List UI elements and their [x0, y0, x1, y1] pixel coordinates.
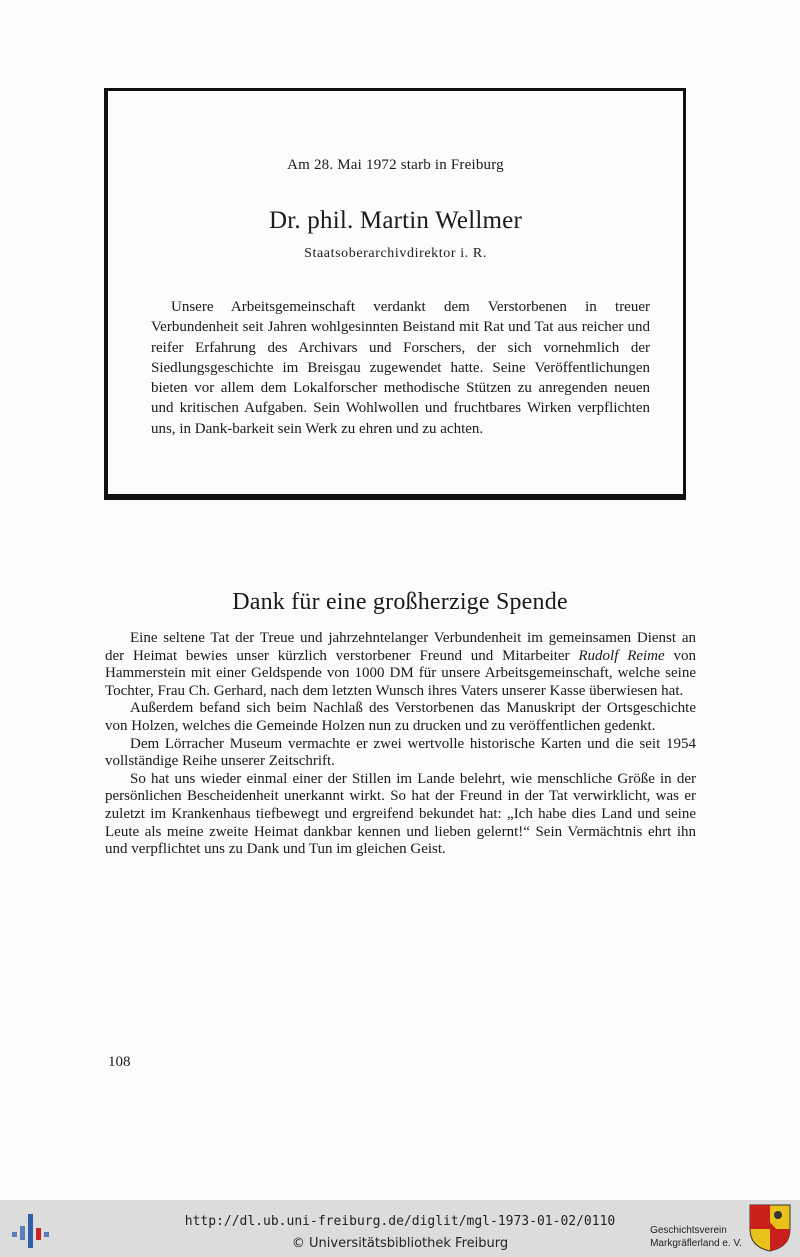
- section-body: [105, 630, 696, 859]
- publisher-name: [650, 1224, 742, 1250]
- obituary-name: Dr. phil. Martin Wellmer: [269, 207, 522, 234]
- permalink-url[interactable]: http://dl.ub.uni-freiburg.de/diglit/mgl-1973-01-02/0110: [184, 1214, 616, 1229]
- paragraph-1-end: von Hammerstein mit einer Geldspende von 1000 DM für unsere Arbeitsgemeinschaft, welche seine Tochter, Frau Ch. Gerhard, nach dem letzten Wunsch ihres Vaters unserer Kasse überwiesen hat.: [105, 647, 696, 699]
- person-name: Rudolf Reime: [578, 647, 665, 664]
- obituary-paragraph: Unsere Arbeitsgemeinschaft verdankt dem Verstorbenen in treuer Verbundenheit seit Jahren wohlgesinnten Beistand mit Rat und Tat aus reicher und reifer Erfahrung des Archivars und Forschers, der sich vornehmlich der Siedlungsgeschichte im Breisgau zugewendet hatte. Seine Veröffentlichungen bieten vor allem dem Lokalforscher methodische Stützen zu anregenden neuen und kritischen Aufgaben. Sein Wohlwollen und fruchtbares Wirken verpflichten uns, in Dank-barkeit sein Werk zu ehren und zu achten.: [151, 299, 650, 437]
- publisher-line-1: Geschichtsverein: [650, 1225, 727, 1236]
- paragraph-4: So hat uns wieder einmal einer der Stillen im Lande belehrt, wie menschliche Größe in der persönlichen Bescheidenheit unerkannt wirkt. So hat der Freund in der Tat verwirklicht, was er zuletzt im Krankenhaus tiefbewegt und ergreifend bekundet hat: „Ich habe dies Land und seine Leute als meine zweite Heimat dankbar kennen und lieben gelernt!“ Sein Vermächtnis ehrt ihn und verpflichtet uns zu Dank und Tun im gleichen Geist.: [105, 770, 696, 858]
- obituary-rank: Staatsoberarchivdirektor i. R.: [304, 246, 487, 261]
- paragraph-2: Außerdem befand sich beim Nachlaß des Verstorbenen das Manuskript der Ortsgeschichte von Holzen, welches die Gemeinde Holzen nun zu drucken und zu veröffentlichen gedenkt.: [105, 700, 696, 734]
- paragraph-3: Dem Lörracher Museum vermachte er zwei wertvolle historische Karten und die seit 1954 vollständige Reihe unserer Zeitschrift.: [105, 735, 696, 770]
- paragraph-1: [105, 630, 696, 700]
- obituary-frame: [104, 88, 686, 500]
- copyright-notice: © Universitätsbibliothek Freiburg: [291, 1236, 509, 1251]
- publisher-line-2: Markgräflerland e. V.: [650, 1238, 742, 1249]
- paragraph-1-start: Eine seltene Tat der Treue und jahrzehntelanger Verbundenheit im gemeinsamen Dienst an der Heimat bewies unser kürzlich verstorbener Freund und Mitarbeiter: [105, 630, 696, 664]
- page-number: 108: [108, 1054, 131, 1070]
- coat-of-arms-icon: [748, 1203, 792, 1253]
- footer-bar: [0, 1200, 800, 1257]
- section-heading: Dank für eine großherzige Spende: [232, 589, 568, 615]
- obituary-date-line: Am 28. Mai 1972 starb in Freiburg: [287, 157, 504, 173]
